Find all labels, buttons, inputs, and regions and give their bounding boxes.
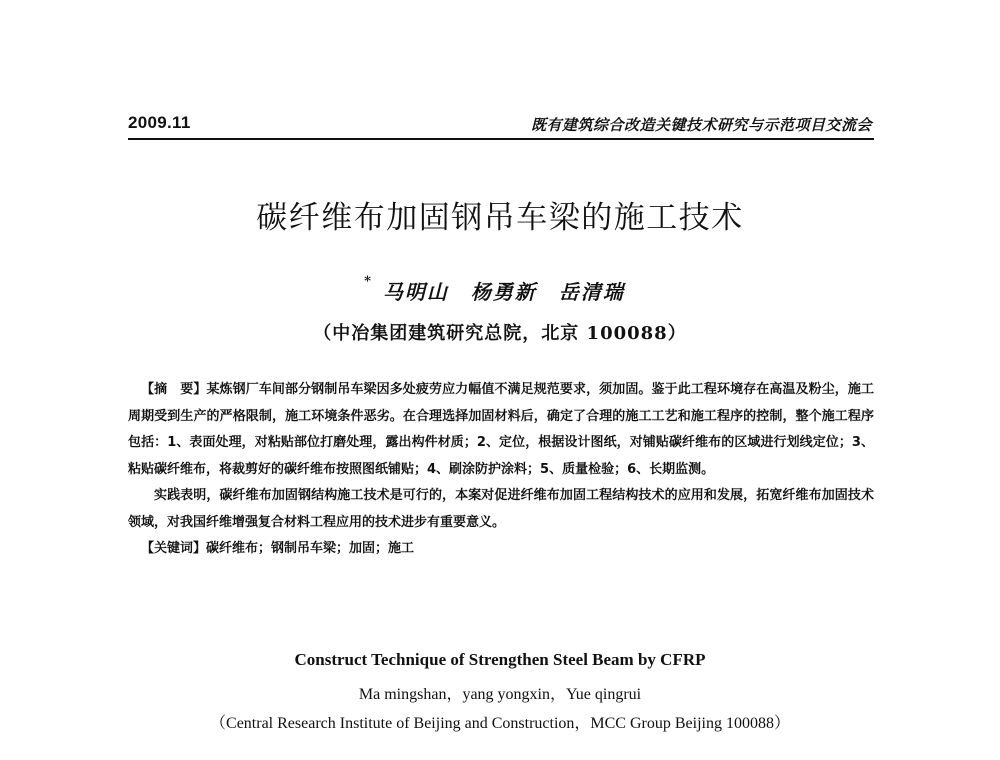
header-date: 2009.11 <box>128 113 191 132</box>
author-line <box>0 276 1000 305</box>
author-name: 马明山 <box>382 280 449 304</box>
header-conference-name: 既有建筑综合改造关键技术研究与示范项目交流会 <box>530 116 872 134</box>
author-name: 岳清瑞 <box>558 280 625 304</box>
paper-title: 碳纤维布加固钢吊车梁的施工技术 <box>256 200 744 236</box>
abstract-text: 某炼钢厂车间部分钢制吊车梁因多处疲劳应力幅值不满足规范要求，须加固。鉴于此工程环境存在高温及粉尘，施工周期受到生产的严格限制，施工环境条件恶劣。在合理选择加固材料后，确定了合理的施工工艺和施工程序的控制，整个施工程序包括：1、表面处理，对粘贴部位打磨处理，露出构件材质；2、定位，根据设计图纸，对铺贴碳纤维布的区域进行划线定位；3、粘贴碳纤维布，将裁剪好的碳纤维布按照图纸铺贴；4、刷涂防护涂料；5、质量检验；6、长期监测。 <box>128 382 874 477</box>
author-name: 杨勇新 <box>470 280 537 304</box>
abstract-paragraph-2: 实践表明，碳纤维布加固钢结构施工技术是可行的，本案对促进纤维布加固工程结构技术的应用和发展，拓宽纤维布加固技术领域，对我国纤维增强复合材料工程应用的技术进步有重要意义。 <box>128 488 874 530</box>
abstract-paragraph <box>128 377 874 483</box>
english-authors: Ma mingshan，yang yongxin，Yue qingrui <box>358 686 642 703</box>
keywords-label: 【关键词】 <box>141 541 207 556</box>
english-affiliation: （Central Research Institute of Beijing and Construction，MCC Group Beijing 100088） <box>210 715 790 732</box>
abstract-section <box>128 377 874 563</box>
running-header <box>128 113 872 137</box>
author-affiliation: （中冶集团建筑研究总院，北京 100088） <box>313 323 687 344</box>
abstract-label: 【摘 要】 <box>141 382 207 397</box>
keywords-text: 碳纤维布；钢制吊车梁；加固；施工 <box>206 541 415 556</box>
english-title: Construct Technique of Strengthen Steel Beam by CFRP <box>294 650 706 669</box>
corresponding-author-marker: * <box>364 274 371 289</box>
keywords-paragraph <box>128 536 874 563</box>
header-rule <box>128 138 874 140</box>
